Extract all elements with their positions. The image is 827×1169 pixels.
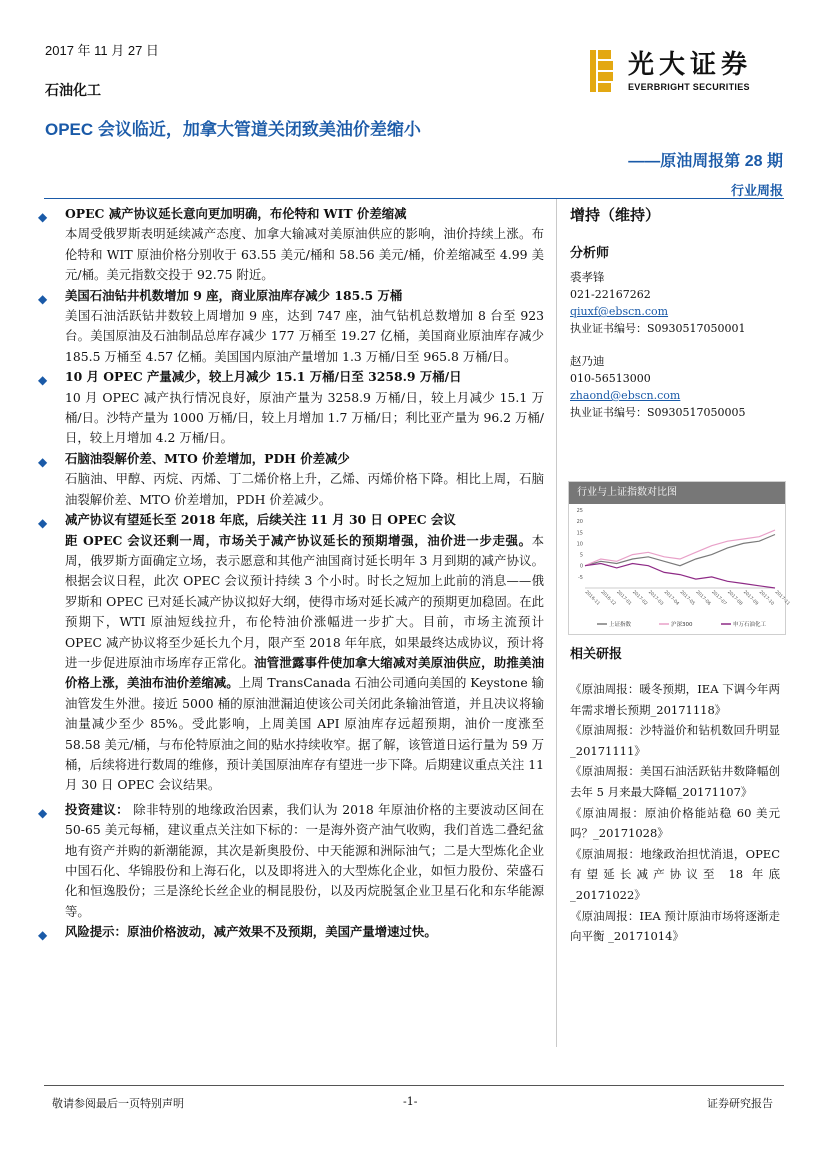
related-report-link[interactable]: 《原油周报：暖冬预期，IEA 下调今年两年需求增长预期_20171118》 xyxy=(570,682,780,717)
chart-title: 行业与上证指数对比图 xyxy=(569,482,785,504)
index-comparison-chart xyxy=(568,481,791,635)
analyst-email[interactable]: zhaond@ebscn.com xyxy=(570,389,681,402)
footer-report-label: 证券研究报告 xyxy=(707,1097,773,1110)
analyst-card xyxy=(570,353,784,421)
footer-disclaimer: 敬请参阅最后一页特别声明 xyxy=(52,1097,184,1110)
x-tick-label: 2017-02 xyxy=(631,589,648,607)
y-tick-label: 5 xyxy=(579,552,583,559)
summary-item xyxy=(38,510,544,796)
x-tick-label: 2016-11 xyxy=(583,589,601,607)
item-body-bold: 油管泄露事件使加拿大缩减对美原油供应，助推美油价格上涨，美油布油价差缩减。 xyxy=(65,654,545,691)
y-tick-label: 10 xyxy=(576,541,583,548)
item-heading: 美国石油钻井机数增加 9 座，商业原油库存减少 185.5 万桶 xyxy=(65,287,403,303)
y-tick-label: 0 xyxy=(579,563,583,570)
y-tick-label: -5 xyxy=(578,574,583,581)
analyst-cert: 执业证书编号：S0930517050005 xyxy=(570,406,746,419)
analyst-cert: 执业证书编号：S0930517050001 xyxy=(570,322,746,335)
item-heading: 10 月 OPEC 产量减少，较上月减少 15.1 万桶/日至 3258.9 万桶/日 xyxy=(65,369,462,385)
item-heading: 石脑油裂解价差、MTO 价差增加，PDH 价差减少 xyxy=(65,450,350,466)
logo-cn-text: 光大证券 xyxy=(628,50,753,80)
diamond-bullet-icon: ◆ xyxy=(38,454,48,469)
analyst-card xyxy=(570,269,784,337)
item-body-bold: 距 OPEC 会议还剩一周，市场关于减产协议延长的预期增强，油价进一步走强。 xyxy=(65,532,532,548)
analyst-name: 赵乃迪 xyxy=(570,354,605,368)
item-body: 美国石油活跃钻井数较上周增加 9 座，达到 747 座，油气钻机总数增加 8 台至 923 台。美国原油及石油制品总库存减少 177 万桶至 19.27 亿桶，美国商业原油库存减少 185.5 万桶至 4.57 亿桶。美国国内原油产量增加 1.3 万桶/日至 965.8 万桶/日。 xyxy=(65,308,544,364)
item-body xyxy=(65,800,544,922)
legend-label: 上证指数 xyxy=(609,622,632,628)
summary-item xyxy=(38,449,544,510)
item-heading: 投资建议： xyxy=(65,801,129,817)
item-heading: 风险提示：原油价格波动，减产效果不及预期，美国产量增速过快。 xyxy=(65,924,437,940)
diamond-bullet-icon: ◆ xyxy=(38,805,48,820)
chart-plot xyxy=(569,504,791,634)
series-line xyxy=(585,564,775,589)
logo-en-text: EVERBRIGHT SECURITIES xyxy=(628,82,750,92)
rating: 增持（维持） xyxy=(570,207,661,224)
x-tick-label: 2017-04 xyxy=(662,589,680,607)
header-divider xyxy=(44,198,784,199)
footer-divider xyxy=(44,1085,784,1086)
analyst-heading: 分析师 xyxy=(570,245,610,260)
column-divider xyxy=(556,199,557,1047)
related-research-heading: 相关研报 xyxy=(570,646,623,661)
x-tick-label: 2017-10 xyxy=(757,589,775,607)
related-report-link[interactable]: 《原油周报：沙特溢价和钻机数回升明显_20171111》 xyxy=(570,723,780,758)
diamond-bullet-icon: ◆ xyxy=(38,373,48,388)
main-content xyxy=(38,204,544,943)
report-type: 行业周报 xyxy=(730,183,783,198)
diamond-bullet-icon: ◆ xyxy=(38,210,48,224)
x-tick-label: 2017-07 xyxy=(710,589,728,607)
sidebar xyxy=(570,204,784,437)
x-tick-label: 2017-05 xyxy=(678,589,696,607)
x-tick-label: 2017-09 xyxy=(741,589,759,607)
item-body-text: 上周 TransCanada 石油公司通向美国的 Keystone 输油管发生外泄。接近 5000 桶的原油泄漏迫使该公司关闭此条输油管道，并且决议将输油量减少至少 85%。受此影响，上周美国 API 原油库存远超预期，油价一度涨至 58.58 美元/桶，与布伦特原油之间的贴水持续收窄。据了解，该管道日运行量为 59 万桶，后续将进行数周的维修，预计美国原油库存有望进一步下降。后期建议重点关注 11 月 30 日 OPEC 会议结果。 xyxy=(65,675,544,793)
diamond-bullet-icon: ◆ xyxy=(38,516,48,531)
x-tick-label: 2017-06 xyxy=(694,589,712,607)
related-research-list xyxy=(570,679,780,947)
analyst-email[interactable]: qiuxf@ebscn.com xyxy=(570,305,669,318)
report-title: OPEC 会议临近，加拿大管道关闭致美油价差缩小 xyxy=(45,120,421,139)
item-body xyxy=(65,531,544,796)
y-tick-label: 20 xyxy=(576,519,583,526)
x-tick-label: 2017-08 xyxy=(726,589,743,607)
report-subtitle: ——原油周报第 28 期 xyxy=(628,153,783,170)
y-tick-label: 25 xyxy=(576,508,583,514)
page-number: -1- xyxy=(403,1095,418,1108)
item-body: 石脑油、甲醇、丙烷、丙烯、丁二烯价格上升，乙烯、丙烯价格下降。相比上周，石脑油裂解价差、MTO 价差增加，PDH 价差减少。 xyxy=(65,471,544,507)
analyst-phone: 021-22167262 xyxy=(570,288,651,301)
x-tick-label: 2017-03 xyxy=(646,589,664,607)
summary-item xyxy=(38,204,544,286)
everbright-logo xyxy=(588,42,788,100)
legend-label: 沪深300 xyxy=(671,622,693,628)
item-body-text: 除非特别的地缘政治因素，我们认为 2018 年原油价格的主要波动区间在 50-65 美元每桶，建议重点关注如下标的：一是海外资产油气收购，我们首选二叠纪盆地有资产并购的新潮能源，其次是新奥股份、中天能源和洲际油气；二是大型炼化企业中国石化、华锦股份和上海石化，以及即将进入的大型炼化企业，如恒力股份、荣盛石化和恒逸股份；三是涤纶长丝企业的桐昆股份，以及丙烷脱氢企业卫星石化和东华能源等。 xyxy=(65,801,544,919)
x-tick-label: 2016-12 xyxy=(599,589,617,607)
legend-label: 申万石油化工 xyxy=(733,622,767,628)
summary-item xyxy=(38,922,544,942)
analyst-phone: 010-56513000 xyxy=(570,372,651,385)
y-tick-label: 15 xyxy=(576,530,583,537)
related-report-link[interactable]: 《原油周报：地缘政治担忧消退，OPEC 有望延长减产协议至 18 年底_20171022》 xyxy=(570,846,780,902)
analyst-name: 裘孝锋 xyxy=(570,270,605,284)
item-body-text: 本周，俄罗斯方面确定立场，表示愿意和其他产油国商讨延长明年 3 月到期的减产协议。根据会议日程，此次 OPEC 会议预计持续 3 个小时。时长之短加上此前的消息——俄罗斯和 OPEC 已对延长减产协议拟好大纲，使得市场对延长减产的预期更加稳固。在此预期下，WTI 原油短线拉升，布伦特油价涨幅进一步扩大。目前，市场主流预计 OPEC 减产协议将至少延长九个月，限产至 2018 年年底，如果最终达成协议，预计将进一步促进原油市场库存正常化。 xyxy=(65,532,544,670)
item-heading: OPEC 减产协议延长意向更加明确，布伦特和 WIT 价差缩减 xyxy=(65,206,407,221)
related-report-link[interactable]: 《原油周报：美国石油活跃钻井数降幅创去年 5 月来最大降幅_20171107》 xyxy=(570,764,780,799)
summary-item xyxy=(38,800,544,922)
summary-item xyxy=(38,286,544,368)
x-tick-label: 2017-11 xyxy=(773,589,791,607)
report-date: 2017 年 11 月 27 日 xyxy=(45,43,159,58)
related-report-link[interactable]: 《原油周报：原油价格能站稳 60 美元吗？_20171028》 xyxy=(570,805,780,841)
item-body: 10 月 OPEC 减产执行情况良好，原油产量为 3258.9 万桶/日，较上月减少 15.1 万桶/日。沙特产量为 1000 万桶/日，较上月增加 1.7 万桶/日；利比亚产量为 96.2 万桶/日，较上月增加 4.2 万桶/日。 xyxy=(65,389,544,446)
x-tick-label: 2017-01 xyxy=(615,589,633,607)
diamond-bullet-icon: ◆ xyxy=(38,291,48,306)
related-report-link[interactable]: 《原油周报：IEA 预计原油市场将逐渐走向平衡 _20171014》 xyxy=(570,908,780,944)
sector-label: 石油化工 xyxy=(45,82,101,98)
item-body: 本周受俄罗斯表明延续减产态度、加拿大输减对美原油供应的影响，油价持续上涨。布伦特和 WIT 原油价格分别收于 63.55 美元/桶和 58.56 美元/桶，价差缩减至 4.99 美元/桶。美元指数交投于 92.75 附近。 xyxy=(65,226,544,283)
item-heading: 减产协议有望延长至 2018 年底，后续关注 11 月 30 日 OPEC 会议 xyxy=(65,512,456,528)
series-line xyxy=(585,530,775,566)
summary-item xyxy=(38,367,544,449)
diamond-bullet-icon: ◆ xyxy=(38,928,48,943)
